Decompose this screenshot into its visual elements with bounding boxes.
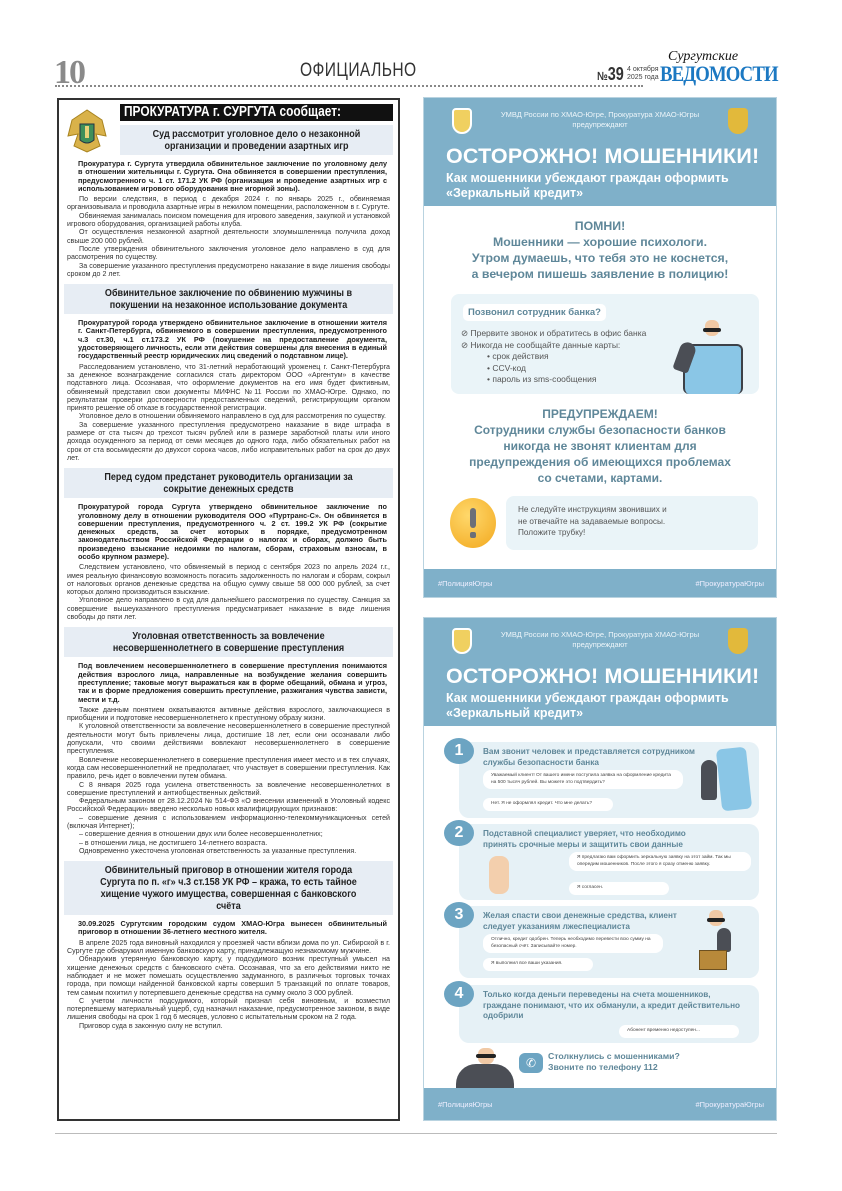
- police-emblem-icon: [452, 108, 472, 134]
- poster-subtitle: Как мошенники убеждают граждан оформить «Зеркальный кредит»: [446, 691, 729, 720]
- logo-main: ВЕДОМОСТИ: [660, 61, 778, 86]
- poster-title: ОСТОРОЖНО! МОШЕННИКИ!: [446, 664, 760, 688]
- phone-icon: ✆: [519, 1053, 543, 1073]
- warning-block: [424, 406, 776, 486]
- article-lead: 30.09.2025 Сургутским городским судом ХМАО-Югра вынесен обвинительный приговор в отношении 36-летнего местного жителя.: [78, 919, 387, 937]
- banner-text: ПРОКУРАТУРА г. СУРГУТА сообщает:: [124, 104, 342, 120]
- article-lead: Прокуратура г. Сургута утвердила обвинительное заключение по уголовному делу в отношении жительницы г. Сургута. Она обвиняется в совершении преступления, предусмотренного ч. 1 ст. 171.2 УК РФ (организация и проведение азартных игр с использованием игрового оборудования вне игорной зоны).: [78, 159, 387, 193]
- article-heading: [64, 627, 393, 657]
- article-heading: [120, 125, 393, 155]
- remember-line: ПОМНИ!: [574, 219, 626, 233]
- article-lead: Под вовлечением несовершеннолетнего в совершение преступления понимаются действия взрослого лица, направленные на возбуждение желания совершить преступление; таковые могут выражаться как в форме обещаний, обмана и угроз, так и в форме предложения совершить преступление, разжигания чувства зависти, мести и т.д.: [78, 661, 387, 704]
- issue-prefix: №: [597, 69, 608, 83]
- step-3: [454, 906, 759, 978]
- poster-header: [424, 98, 776, 206]
- article-paragraph: Федеральным законом от 28.12.2024 № 514-ФЗ «О внесении изменений в Уголовный кодекс Российской Федерации» введено несколько новых квалифицирующих признаков:: [67, 797, 390, 814]
- thief-illustration: [701, 760, 717, 800]
- article-paragraph: Уголовное дело в отношении обвиняемого направлено в суд для рассмотрения по существу.: [79, 412, 386, 421]
- poster-header: [424, 618, 776, 726]
- article-lead: Прокуратурой города утверждено обвинительное заключение в отношении жителя г. Санкт-Петербурга, обвиняемого в совершении преступления, предусмотренного ч.3 ст.30, ч.1 ст.173.2 УК РФ (покушение на предоставление документа, удостоверяющего личность, если эти действия совершены для внесения в единый государственный реестр юридических лиц сведений о подставном лице).: [78, 318, 387, 361]
- list-item: • срок действия: [487, 351, 549, 361]
- logo-top: Сургутские: [668, 49, 739, 64]
- bank-call-box: [451, 294, 759, 394]
- call-advice-list: [461, 328, 646, 386]
- article-paragraph: В апреле 2025 года виновный находился у проезжей части вблизи дома по ул. Сибирской в г. Сургуте где обнаружил именную банковскую карту, принадлежащую незнакомому мужчине.: [67, 938, 390, 956]
- article-title: Обвинительное заключение по обвинению мужчины в покушении на незаконное использование документа: [104, 287, 353, 312]
- article-heading: [64, 468, 393, 498]
- fraud-poster-2: [423, 617, 777, 1121]
- article-paragraph: Приговор суда в законную силу не вступил.: [79, 1021, 223, 1030]
- date-line: 4 октября: [627, 66, 659, 73]
- wallet-icon: [699, 950, 727, 970]
- article-paragraph: После утверждения обвинительного заключения уголовное дело направлено в суд для рассмотрения по существу.: [67, 244, 390, 262]
- step-number: 4: [444, 981, 474, 1007]
- article-title: Обвинительный приговор в отношении жителя города Сургута по п. «г» ч.3 ст.158 УК РФ – кража, то есть тайное хищение чужого имущества, совершенная с банковского счёта: [100, 864, 357, 913]
- advice-line: Положите трубку!: [518, 528, 586, 537]
- article-paragraph: Вовлечение несовершеннолетнего в совершение преступления имеет место и в тех случаях, когда сам несовершеннолетний не предполагает, что участвует в совершении преступления. Как правило, речь идет о вовлечении путем обмана.: [67, 755, 390, 781]
- header-divider: [55, 85, 643, 87]
- chat-bubble: Отлично, кредит одобрен. Теперь необходимо перевести всю сумму на безопасный счёт. Записывайте номер.: [483, 934, 663, 953]
- step-1: [454, 742, 759, 818]
- section-title: ОФИЦИАЛЬНО: [300, 60, 417, 81]
- newspaper-logo: [660, 50, 780, 84]
- article-title: Перед судом предстанет руководитель организации за сокрытие денежных средств: [104, 471, 353, 496]
- article-paragraph: Уголовное дело направлено в суд для дальнейшего рассмотрения по существу. Санкция за совершение вышеуказанного преступления предусматривает наказание в виде лишения свободы до пяти лет.: [67, 596, 390, 622]
- step-text: Подставной специалист уверяет, что необходимо принять срочные меры и защитить свои данные: [483, 829, 686, 849]
- list-item: ⊘ Никогда не сообщайте данные карты:: [461, 339, 621, 350]
- exclamation-icon: [450, 498, 496, 548]
- prosecutor-emblem-icon: [64, 106, 110, 156]
- page-number: 10: [54, 54, 84, 91]
- hashtag-prosecutor: #ПрокуратураЮгры: [695, 1100, 764, 1109]
- mask-icon: [707, 918, 725, 922]
- hashtag-prosecutor: #ПрокуратураЮгры: [695, 579, 764, 588]
- issue-value: 39: [607, 64, 624, 84]
- list-item: ⊘ Прервите звонок и обратитесь в офис банка: [461, 328, 647, 338]
- article-paragraph: К уголовной ответственности за вовлечение несовершеннолетнего в совершение преступной деятельности могут быть привлечены лица, достигшие 18 лет, если они осознавали либо допускали, что своими действиями вовлекают несовершеннолетнего в совершение преступления.: [67, 722, 390, 756]
- article-title: Уголовная ответственность за вовлечение несовершеннолетнего в совершение преступления: [112, 630, 345, 655]
- article-paragraph: Расследованием установлено, что 31-летний неработающий уроженец г. Санкт-Петербурга за денежное вознаграждение согласился стать директором ООО «Аргентум» в качестве подставного лица. Осознавая, что оформление документов на его имя будет фиктивным, обвиняемый представил свои документы МИФНС №11 России по ХМАО-Югре. Однако, по результатам проверки достоверности предоставленных сведений, регистрирующим органом принято решение об отказе в государственной регистрации.: [67, 362, 390, 413]
- step-text: Желая спасти свои денежные средства, клиент следует указаниям лжеспециалиста: [483, 911, 677, 931]
- step-4: [454, 985, 759, 1043]
- article-paragraph: Обвиняемая занималась поиском помещения для игрового заведения, закупкой и установкой игрового оборудования, организацией работы клуба.: [67, 211, 390, 229]
- warn-line: Сотрудники службы безопасности банков: [474, 423, 726, 437]
- poster-title: ОСТОРОЖНО! МОШЕННИКИ!: [446, 144, 760, 168]
- date-year: 2025 года: [627, 74, 659, 81]
- mask-icon: [703, 328, 721, 332]
- chat-bubble: Абонент временно недоступен...: [619, 1025, 739, 1038]
- advice-line: не отвечайте на задаваемые вопросы.: [518, 516, 666, 526]
- fraud-poster-1: [423, 97, 777, 598]
- ok-hand-illustration: [489, 856, 509, 894]
- article-paragraph: – в отношении лица, не достигшего 14-летнего возраста.: [79, 838, 268, 847]
- remember-line: а вечером пишешь заявление в полицию!: [471, 267, 729, 281]
- phone-illustration: [716, 747, 752, 812]
- prosecutor-column: [57, 98, 400, 1121]
- article-paragraph: С 8 января 2025 года усилена ответственность за вовлечение несовершеннолетних в совершение преступлений и антиобщественных действий.: [67, 780, 390, 797]
- call-112-block: [548, 1051, 680, 1073]
- article-paragraph: С учетом личности подсудимого, который признал себя виновным, и возместил потерпевшему материальный ущерб, суд назначил наказание, предусмотренное законом, в виде лишения свободы на срок 1 год 6 месяцев, условно с испытательным сроком на 2 года.: [67, 996, 390, 1022]
- remember-line: Утром думаешь, что тебя это не коснется,: [471, 251, 729, 265]
- article-paragraph: Одновременно ужесточена уголовная ответственность за указанные преступления.: [79, 846, 357, 855]
- remember-block: [424, 218, 776, 282]
- chat-bubble: Нет. Я не оформлял кредит. Что мне делать?: [483, 798, 613, 811]
- article-paragraph: Обнаружив утерянную банковскую карту, у подсудимого возник преступный умысел на хищение денежных средств с банковского счёта. Осознавая, что за его действиями никто не наблюдает и не может помешать осуществлению задуманного, в различных торговых точках города, при помощи найденной банковской карты совершил 5 транзакций по оплате товаров, тем самым похитил у потерпевшего денежные средства на сумму около 3 000 рублей.: [67, 955, 390, 997]
- article-paragraph: За совершение указанного преступления предусмотрено наказание в виде штрафа в размере от ста тысяч до трехсот тысяч рублей или в размере заработной платы или иного дохода осужденного за период от семи месяцев до одного года, либо обязательных работ на срок от ста восьмидесяти до двухсот сорока часов, либо исправительных работ на срок до двух лет.: [67, 420, 390, 462]
- prosecutor-emblem-icon: [728, 628, 748, 654]
- step-number: 2: [444, 820, 474, 846]
- prosecutor-banner: [120, 104, 393, 121]
- article-paragraph: По версии следствия, в период с декабря 2024 г. по январь 2025 г., обвиняемая организовывала и проводила азартные игры в нежилом помещении, расположенном в г. Сургуте.: [67, 195, 390, 212]
- warn-line: никогда не звонят клиентам для: [503, 439, 697, 453]
- article-paragraph: Также данным понятием охватываются активные действия взрослого, заключающиеся в приобщении и подготовке несовершеннолетнего к преступному образу жизни.: [67, 705, 390, 723]
- mask-icon: [476, 1054, 496, 1058]
- article-paragraph: – совершение деяния в отношении двух или более несовершеннолетних;: [79, 830, 323, 839]
- step-2: [454, 824, 759, 900]
- thief-illustration: [456, 1064, 514, 1090]
- call-question: Позвонил сотрудник банка?: [463, 304, 606, 321]
- advice-box: [506, 496, 758, 550]
- chat-bubble: Я согласен.: [569, 882, 669, 895]
- article-title: Суд рассмотрит уголовное дело о незаконной организации и проведении азартных игр: [152, 128, 361, 152]
- chat-bubble: Я выполнил все ваши указания.: [483, 958, 593, 971]
- article-paragraph: – совершение деяния с использованием информационно-телекоммуникационных сетей (включая Интернет);: [67, 813, 390, 830]
- list-item: • CCV-код: [487, 362, 526, 373]
- article-heading: [64, 284, 393, 314]
- warn-line: со счетами, картами.: [537, 471, 663, 485]
- page-bottom-rule: [55, 1133, 777, 1134]
- article-lead: Прокуратурой города Сургута утверждено обвинительное заключение по уголовному делу в отношении руководителя ООО «Пуртранс-С». Он обвиняется в совершении преступления, предусмотренного ч. 2 ст. 199.2 УК РФ (сокрытие денежных средств, за счет которых в порядке, предусмотренном законодательством Российской Федерации о налогах и сборах, должно быть произведено взыскание недоимки по налогам, сборам, страховым взносам, в особо крупном размере).: [78, 502, 387, 561]
- poster-org: УМВД России по ХМАО-Югре, Прокуратура ХМАО-Югры предупреждают: [500, 110, 700, 129]
- call-line: Столкнулись с мошенниками?: [548, 1051, 680, 1061]
- warn-line: предупреждения об имеющихся проблемах: [469, 455, 731, 469]
- issue-date: [627, 66, 659, 82]
- step-text: Вам звонит человек и представляется сотрудником службы безопасности банка: [483, 747, 695, 767]
- warn-line: ПРЕДУПРЕЖДАЕМ!: [542, 407, 658, 421]
- article-paragraph: За совершение указанного преступления предусмотрено наказание в виде лишения свободы сроком до 2 лет.: [67, 261, 390, 278]
- article-paragraph: Следствием установлено, что обвиняемый в период с сентября 2023 по апрель 2024 г.г., имея реальную финансовую возможность погасить задолженность по налогам и сборам, сокрыл от налоговых органов денежные средства на общую сумму свыше 58 000 000 рублей, за счет которых должно производиться взыскание.: [67, 563, 390, 597]
- chat-bubble: Я предлагаю вам оформить зеркальную заявку на этот займ. Так мы опередим мошенников. После этого я сразу отменю заявку.: [569, 852, 751, 871]
- hashtag-police: #ПолицияЮгры: [438, 579, 493, 588]
- thief-arm: [717, 928, 731, 952]
- step-text: Только когда деньги переведены на счета мошенников, граждане понимают, что их обманули, а кредит действительно одобрили: [483, 990, 741, 1020]
- step-number: 1: [444, 738, 474, 764]
- poster-footer: [424, 1088, 776, 1120]
- article-heading: [64, 861, 393, 915]
- step-number: 3: [444, 902, 474, 928]
- police-emblem-icon: [452, 628, 472, 654]
- call-line: Звоните по телефону 112: [548, 1062, 658, 1072]
- article-paragraph: От осуществления незаконной азартной деятельности злоумышленница получила доход свыше 200 000 рублей.: [67, 228, 390, 245]
- list-item: • пароль из sms-сообщения: [487, 374, 597, 384]
- chat-bubble: Уважаемый клиент! От вашего имени поступила заявка на оформление кредита на 500 тысяч рублей. Вы можете это подтвердить?: [483, 770, 683, 789]
- poster-footer: [424, 569, 776, 597]
- poster-subtitle: Как мошенники убеждают граждан оформить «Зеркальный кредит»: [446, 171, 729, 200]
- hashtag-police: #ПолицияЮгры: [438, 1100, 493, 1109]
- prosecutor-emblem-icon: [728, 108, 748, 134]
- poster-org: УМВД России по ХМАО-Югре, Прокуратура ХМАО-Югры предупреждают: [500, 630, 700, 649]
- advice-line: Не следуйте инструкциям звонивших и: [518, 505, 667, 514]
- issue-number: [597, 64, 624, 85]
- remember-line: Мошенники — хорошие психологи.: [492, 235, 708, 249]
